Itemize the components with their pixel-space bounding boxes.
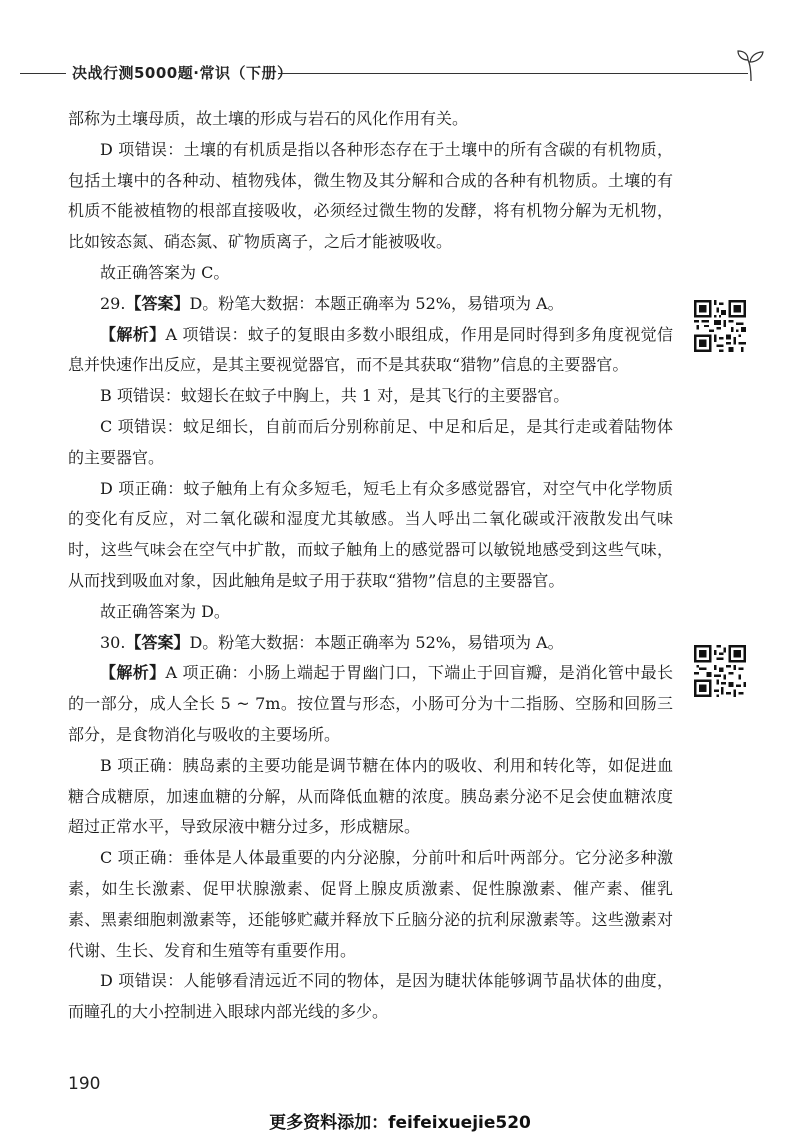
paragraph: B 项错误：蚊翅长在蚊子中胸上，共 1 对，是其飞行的主要器官。 — [100, 386, 570, 406]
book-title: 决战行测5000题·常识（下册） — [72, 64, 293, 82]
paragraph: C 项正确：垂体是人体最重要的内分泌腺，分前叶和后叶两部分。它分泌多种激素，如生长激素、促甲状腺激素、促肾上腺皮质激素、促性腺激素、催产素、催乳素、黑素细胞刺激素等，还能够贮藏并释放下丘脑分泌的抗利尿激素等。这些激素对代谢、生长、发育和生殖等有重要作用。 — [68, 848, 673, 960]
paragraph: C 项错误：蚊足细长，自前而后分别称前足、中足和后足，是其行走或着陆物体的主要器官。 — [68, 416, 673, 467]
paragraph: D 项正确：蚊子触角上有众多短毛，短毛上有众多感觉器官，对空气中化学物质的变化有反应，对二氧化碳和湿度尤其敏感。当人呼出二氧化碳或汗液散发出气味时，这些气味会在空气中扩散，而蚊子触角上的感觉器可以敏锐地感受到这些气味，从而找到吸血对象，因此触角是蚊子用于获取“猎物”信息的主要器官。 — [68, 478, 673, 590]
paragraph: D 项错误：土壤的有机质是指以各种形态存在于土壤中的所有含碳的有机物质，包括土壤中的各种动、植物残体，微生物及其分解和合成的各种有机物质。土壤的有机质不能被植物的根部直接吸收，必须经过微生物的发酵，将有机物分解为无机物，比如铵态氮、硝态氮、矿物质离子，之后才能被吸收。 — [68, 139, 673, 252]
footer-note: 更多资料添加：feifeixuejie520 — [269, 1113, 531, 1133]
header-rule-right — [278, 73, 748, 74]
page-number: 190 — [68, 1074, 101, 1094]
answer-30: 30.【答案】D。粉笔大数据：本题正确率为 52%，易错项为 A。 — [100, 632, 564, 652]
leaf-icon — [736, 48, 766, 82]
marker: 【答案】 — [125, 293, 190, 313]
header-rule-left — [20, 73, 66, 74]
qr-code-icon[interactable] — [694, 645, 746, 697]
analysis-30: 【解析】A 项正确：小肠上端起于胃幽门口，下端止于回盲瓣，是消化管中最长的一部分，成人全长 5 ~ 7m。按位置与形态，小肠可分为十二指肠、空肠和回肠三部分，是食物消化与吸收的主要场所。 — [68, 663, 673, 744]
paragraph: B 项正确：胰岛素的主要功能是调节糖在体内的吸收、利用和转化等，如促进血糖合成糖原，加速血糖的分解，从而降低血糖的浓度。胰岛素分泌不足会使血糖浓度超过正常水平，导致尿液中糖分过多，形成糖尿。 — [68, 755, 673, 837]
answer-29: 29.【答案】D。粉笔大数据：本题正确率为 52%，易错项为 A。 — [100, 293, 564, 313]
marker: 【答案】 — [125, 632, 190, 652]
analysis-29: 【解析】A 项错误：蚊子的复眼由多数小眼组成，作用是同时得到多角度视觉信息并快速作出反应，是其主要视觉器官，而不是其获取“猎物”信息的主要器官。 — [68, 324, 673, 375]
marker: 【解析】 — [100, 663, 166, 683]
paragraph: 部称为土壤母质，故土壤的形成与岩石的风化作用有关。 — [68, 109, 469, 128]
paragraph: D 项错误：人能够看清远近不同的物体，是因为睫状体能够调节晶状体的曲度，而瞳孔的大小控制进入眼球内部光线的多少。 — [68, 971, 673, 1022]
answer-explanations — [68, 104, 673, 1028]
paragraph: 故正确答案为 D。 — [100, 601, 230, 621]
qr-code-icon[interactable] — [694, 300, 746, 352]
running-header — [20, 62, 780, 82]
paragraph: 故正确答案为 C。 — [100, 262, 230, 282]
marker: 【解析】 — [100, 324, 166, 344]
